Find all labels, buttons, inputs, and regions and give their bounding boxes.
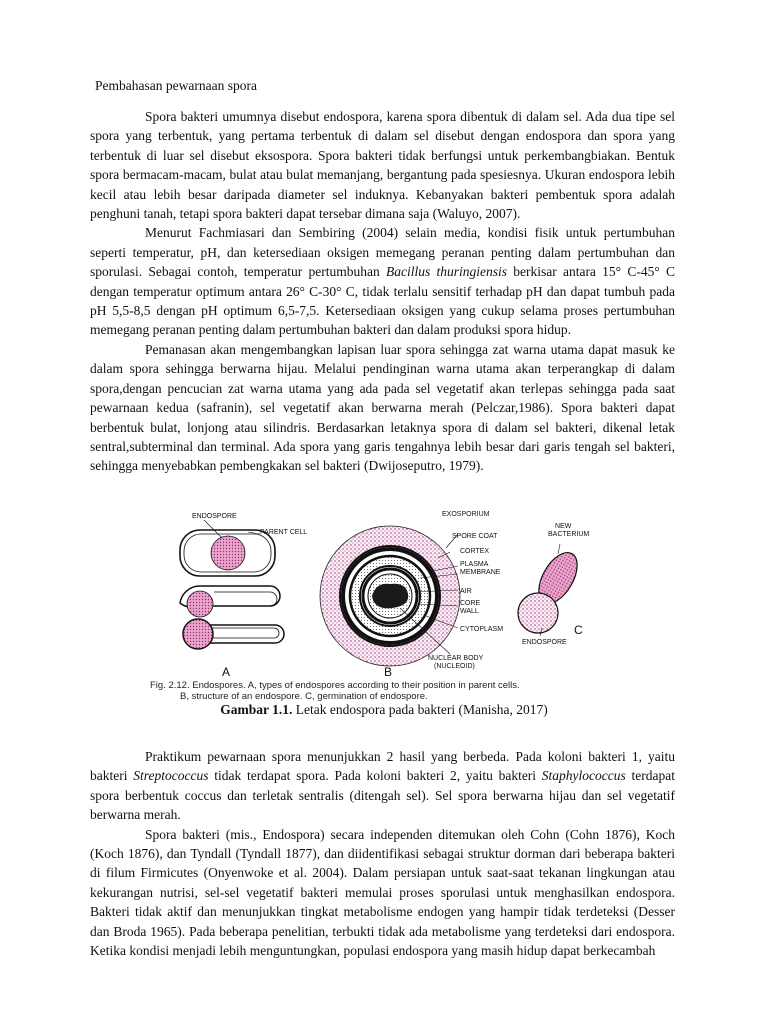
core-wall-label-2: WALL — [460, 608, 479, 615]
endospore-figure — [150, 497, 620, 699]
species-name: Bacillus thuringiensis — [385, 264, 507, 280]
cytoplasm-label: CYTOPLASM — [460, 626, 504, 633]
cortex-label: CORTEX — [460, 548, 490, 555]
species-name: Streptococcus — [133, 768, 209, 784]
parent-cell-label: PARENT CELL — [260, 529, 308, 536]
paragraph: Menurut Fachmiasari dan Sembiring (2004) selain media, kondisi fisik untuk pertumbuhan seperti temperatur, pH, dan ketersediaan oksigen memegang peranan penting dalam pertumbuhan dan sporulasi. Sebagai contoh, temperatur pertumbuhan Bacillus thuringiensis berkisar antara 15° C-45° C dengan temperatur optimum antara 26° C-30° C, tidak terlalu sensitif terhadap pH dan dapat tumbuh pada pH 5,5-8,5 dengan pH optimum 6,5-7,5. Ketersediaan oksigen yang cukup selama proses pertumbuhan memegang peranan penting dalam pertumbuhan bakteri dan dalam produksi spora hidup. — [90, 225, 675, 338]
gambar-caption: Gambar 1.1. Letak endospora pada bakteri (Manisha, 2017) — [220, 702, 548, 717]
paragraph: Spora bakteri umumnya disebut endospora, karena spora dibentuk di dalam sel. Ada dua tipe sel spora yang terbentuk, yang pertama terbentuk di dalam sel disebut dengan endospora dan spora yang terbentuk di luar sel disebut eksospora. Spora bakteri tidak berfungsi untuk perkembangbiakan. Bentuk spora bermacam-macam, bulat atau bulat memanjang, bergantung pada spesiesnya. Ukuran endospora lebih kecil atau lebih besar daripada diameter sel induknya. Kebanyakan bakteri pembentuk spora adalah penghuni tanah, tetapi spora bakteri dapat tersebar dimana saja (Waluyo, 2007). — [90, 109, 675, 222]
nucleoid-label: (NUCLEOID) — [434, 663, 475, 670]
endospore-label-c: ENDOSPORE — [522, 639, 567, 646]
exosporium-label: EXOSPORIUM — [442, 511, 490, 518]
figure-caption: Fig. 2.12. Endospores. A, types of endospores according to their position in parent cells. B, structure of an endospore. C, germination of endospore. — [150, 680, 520, 702]
panel-b-spore — [320, 511, 503, 679]
nuclear-body-label: NUCLEAR BODY — [428, 655, 484, 662]
section-heading: Pembahasan pewarnaan spora — [95, 78, 257, 93]
panel-a-label: A — [222, 665, 231, 679]
paragraphs-bottom — [90, 747, 675, 960]
plasma-membrane-label-2: MEMBRANE — [460, 569, 501, 576]
paragraph: Praktikum pewarnaan spora menunjukkan 2 hasil yang berbeda. Pada koloni bakteri 1, yaitu bakteri Streptococcus tidak terdapat spora. Pada koloni bakteri 2, yaitu bakteri Staphylococcus terdapat spora berbentuk coccus dan terletak sentralis (ditengah sel). Sel spora berwarna hijau dan sel vegetatif berwarna merah. — [90, 749, 675, 823]
paragraph: Pemanasan akan mengembangkan lapisan luar spora sehingga zat warna utama dapat masuk ke dalam spora sehingga berwarna hijau. Melalui pendinginan warna utama akan terperangkap di dalam spora,dengan pencucian zat warna utama yang ada pada sel vegetatif akan terlepas sehingga pada saat pewarnaan kedua (safranin), sel vegetatif akan berwarna merah (Pelczar,1986). Spora bakteri dapat berbentuk bulat, lonjong atau silindris. Berdasarkan letaknya spora di dalam sel bakteri, dikenal letak sentral,subterminal dan terminal. Ada spora yang garis tengahnya lebih besar dari garis tengah sel bakteri, sehingga menyebabkan pembengkakan sel bakteri (Dwijoseputro, 1979). — [90, 341, 675, 474]
panel-c-label: C — [574, 623, 583, 637]
core-wall-label: CORE — [460, 600, 481, 607]
species-name: Staphylococcus — [541, 768, 626, 784]
new-bacterium-label: NEW — [555, 523, 572, 530]
panel-b-label: B — [384, 665, 393, 679]
panel-c-germination — [518, 523, 589, 646]
endospore-label-a: ENDOSPORE — [192, 513, 237, 520]
air-label: AIR — [460, 588, 472, 595]
panel-a-cells — [180, 513, 307, 679]
spore-coat-label: SPORE COAT — [452, 533, 498, 540]
paragraph: Spora bakteri (mis., Endospora) secara independen ditemukan oleh Cohn (Cohn 1876), Koch (Koch 1876), dan Tyndall (Tyndall 1877), dan diidentifikasi sebagai struktur dorman dari beberapa bakteri di filum Firmicutes (Onyenwoke et al. 2004). Dalam persiapan untuk saat-saat tekanan lingkungan atau kekurangan nutrisi, sel-sel vegetatif bakteri memulai proses sporulasi untuk menghasilkan endospora. Bakteri tidak aktif dan menunjukkan tingkat metabolisme endogen yang hampir tidak terdeteksi (Desser dan Broda 1965). Pada beberapa penelitian, terbukti tidak ada metabolisme yang terdeteksi dari endospora. Ketika kondisi menjadi lebih menguntungkan, populasi endospora yang masih hidup dapat berkecambah — [90, 826, 675, 959]
plasma-membrane-label: PLASMA — [460, 561, 489, 568]
paragraphs-top — [90, 107, 675, 476]
new-bacterium-label-2: BACTERIUM — [548, 531, 590, 538]
